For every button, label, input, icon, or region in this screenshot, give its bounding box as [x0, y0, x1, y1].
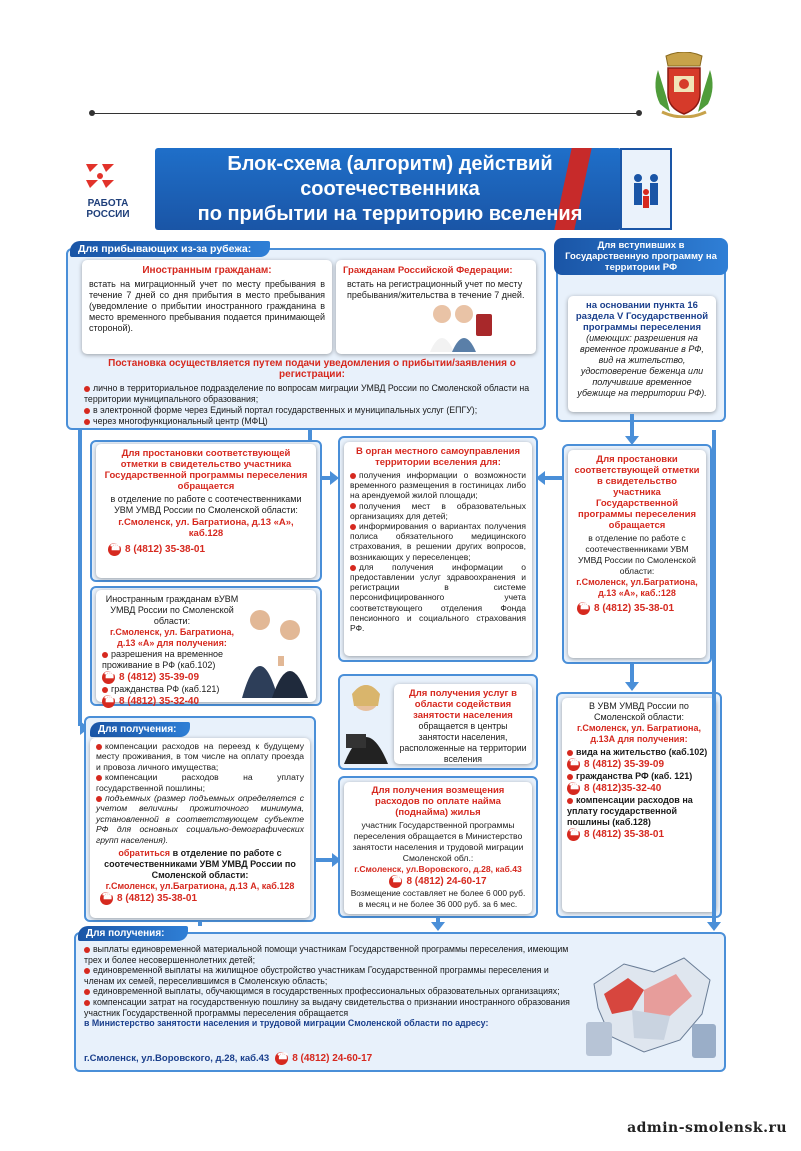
business-people-photo-icon	[238, 604, 314, 698]
bottom-phone: ☎ 8 (4812) 24-60-17	[275, 1052, 372, 1065]
foreign-citizens-text: встать на миграционный учет по месту пребывания в течение 7 дней со дня прибытия в место пребывания (уведомление о прибытии иностранного гражданина в место временного пребывания подается принимающей стороной).	[89, 279, 325, 333]
employment-title: Для получения услуг в области содействия занятости населения	[408, 688, 517, 721]
left-receive-item: компенсации расходов на уплату государственной пошлины;	[96, 772, 304, 793]
right-uvm-phone: ☎ 8 (4812)35-32-40	[567, 782, 711, 795]
local-gov-title: В орган местного самоуправления территории вселения для:	[355, 446, 521, 468]
foreign-citizens-card	[82, 260, 332, 354]
phone-icon	[275, 1052, 288, 1065]
phone-icon	[567, 782, 580, 795]
flow-arrow-head	[536, 471, 545, 485]
left-receive-phone: ☎ 8 (4812) 35-38-01	[100, 892, 304, 905]
russian-citizens-title: Гражданам Российской Федерации:	[343, 265, 513, 276]
right-mark-card	[568, 450, 706, 658]
left-uvm-phone: ☎ 8 (4812) 35-39-09	[102, 671, 310, 684]
right-uvm-phone: ☎ 8 (4812) 35-39-09	[567, 758, 711, 771]
employment-card	[394, 684, 532, 764]
left-uvm-address: г.Смоленск, ул. Багратиона, д.13 «А» для получения:	[110, 627, 234, 648]
program-basis-card	[568, 296, 716, 412]
left-mark-address: г.Смоленск, ул. Багратиона, д.13 «А», каб.128	[118, 517, 294, 539]
left-mark-title: Для простановки соответствующей отметки в свидетельство участника Государственной программы переселения обращается	[104, 448, 308, 492]
left-uvm-phone: ☎ 8 (4812) 35-32-40	[102, 695, 310, 708]
registration-item: через многофункциональный центр (МФЦ)	[84, 416, 540, 427]
right-uvm-item: вида на жительство (каб.102)	[567, 747, 711, 758]
page-title: Блок-схема (алгоритм) действий соотечественника по прибытии на территорию вселения	[197, 153, 583, 225]
housing-limit: Возмещение составляет не более 6 000 руб. в месяц и не более 36 000 руб. за 6 мес.	[350, 888, 526, 909]
rabota-rossii-logo: РАБОТА РОССИИ	[70, 150, 146, 230]
flow-arrow-head	[431, 922, 445, 931]
left-receive-address: г.Смоленск, ул.Багратиона, д.13 А, каб.128	[105, 881, 295, 892]
housing-text: участник Государственной программы переселения обращается в Министерство занятости населения и трудовой миграции Смоленской обл.:	[352, 820, 524, 863]
abroad-section-label: Для прибывающих из-за рубежа:	[70, 241, 270, 257]
line-dot	[636, 110, 642, 116]
right-mark-phone: ☎ 8 (4812) 35-38-01	[577, 602, 701, 615]
flow-arrow	[712, 430, 716, 924]
bottom-item: единовременной выплаты на жилищное обустройство участникам Государственной программы переселения и членам их семей, переселившимся в Смоленскую область;	[84, 965, 549, 986]
smolensk-region-map-icon	[584, 944, 720, 1064]
left-uvm-item: разрешения на временное проживание в РФ (каб.102)	[102, 649, 224, 670]
left-uvm-item: гражданства РФ (каб.121)	[102, 684, 310, 695]
housing-card	[344, 782, 532, 914]
program-section-label: Для вступивших в Государственную программу на территории РФ	[554, 238, 728, 275]
local-gov-item: получения мест в образовательных организациях для детей;	[350, 500, 526, 521]
left-mark-card	[96, 444, 316, 578]
russian-citizens-text: встать на регистрационный учет по месту пребывания/жительства в течение 7 дней.	[347, 279, 525, 300]
family-image	[620, 148, 672, 230]
right-mark-title: Для простановки соответствующей отметки в свидетельство участника Государственной программы переселения обращается	[574, 454, 700, 531]
phone-icon	[567, 828, 580, 841]
flow-arrow	[198, 922, 202, 926]
flow-arrow-head	[330, 471, 339, 485]
housing-title: Для получения возмещения расходов по оплате найма (поднайма) жилья	[371, 785, 505, 818]
foreign-citizens-title: Иностранным гражданам:	[142, 265, 272, 276]
housing-phone: ☎ 8 (4812) 24-60-17	[349, 875, 527, 888]
bottom-list	[84, 944, 580, 1029]
registration-title: Постановка осуществляется путем подачи уведомления о прибытии/заявления о регистрации:	[108, 358, 516, 380]
phone-icon	[577, 602, 590, 615]
right-uvm-phone: ☎ 8 (4812) 35-38-01	[567, 828, 711, 841]
right-uvm-card	[562, 698, 716, 912]
bottom-item: компенсации затрат на государственную пошлину за выдачу свидетельства о признании иностранного образования участник Государственной программы переселения обращается	[84, 996, 570, 1018]
bottom-contacts	[84, 1052, 484, 1065]
left-mark-text: в отделение по работе с соотечественниками УВМ УМВД России по Смоленской области:	[110, 494, 302, 515]
program-basis-bold: на основании пункта 16 раздела V Государственной программы переселения	[575, 300, 709, 333]
phone-icon	[102, 695, 115, 708]
flow-arrow	[630, 414, 634, 436]
flow-arrow-head	[625, 682, 639, 691]
flow-arrow	[542, 476, 562, 480]
bottom-section-label: Для получения:	[78, 926, 188, 941]
bottom-item: выплаты единовременной материальной помощи участникам Государственной программы переселения, имеющим трех и более несовершеннолетних детей;	[84, 944, 569, 965]
bottom-address: г.Смоленск, ул.Воровского, д.28, каб.43	[84, 1053, 270, 1064]
employment-text: обращается в центры занятости населения, расположенные на территории вселения	[399, 721, 527, 764]
left-uvm-intro: Иностранным гражданам вУВМ УМВД России по Смоленской области:	[105, 594, 239, 626]
program-basis-italic: (имеющих: разрешения на временное проживание в РФ, вид на жительство, удостоверение беженца или получившие временное убежище на территории РФ).	[577, 333, 707, 398]
flow-arrow-head	[707, 922, 721, 931]
right-mark-address: г.Смоленск, ул.Багратиона, д.13 «А», каб.:128	[576, 577, 698, 598]
header-divider	[92, 113, 637, 114]
family-icon	[628, 170, 666, 214]
left-receive-item: компенсации расходов на переезд к будущему месту проживания, в том числе на оплату проезда и провоза личного имущества;	[96, 741, 304, 772]
right-uvm-intro: В УВМ УМВД России по Смоленской области:	[589, 701, 689, 722]
couple-photo-icon	[420, 300, 500, 352]
bottom-ministry: в Министерство занятости населения и трудовой миграции Смоленской области по адресу:	[84, 1018, 489, 1029]
phone-icon	[102, 671, 115, 684]
registration-item: в электронной форме через Единый портал государственных и муниципальных услуг (ЕПГУ);	[84, 405, 540, 416]
left-receive-apply: обратиться в отделение по работе с соотечественниками УВМ УМВД России по Смоленской области:	[104, 848, 296, 881]
right-uvm-item: компенсации расходов на уплату государственной пошлины (каб.128)	[567, 795, 693, 827]
site-footer: admin-smolensk.ru	[627, 1120, 787, 1136]
phone-icon	[389, 875, 402, 888]
left-receive-label: Для получения:	[90, 722, 190, 737]
local-gov-card	[344, 442, 532, 656]
flow-arrow	[78, 430, 82, 726]
woman-photo-icon	[338, 676, 394, 764]
left-mark-phone: ☎ 8 (4812) 35-38-01	[108, 543, 310, 556]
registration-block	[84, 358, 540, 427]
left-receive-item: подъемных (размер подъемных определяется с учетом величины прожиточного минимума, установленной в соответствующем субъекте РФ для основных социально-демографических групп населения).	[96, 793, 304, 845]
local-gov-item: получения информации о возможности временного размещения в гостиницах либо на арендуемой жилой площади;	[350, 470, 526, 501]
right-uvm-item: гражданства РФ (каб. 121)	[567, 771, 711, 782]
phone-icon	[567, 758, 580, 771]
phone-icon	[100, 892, 113, 905]
bottom-item: единовременной выплаты, обучающимся в государственных профессиональных образовательных организациях;	[84, 986, 580, 997]
left-receive-card	[90, 738, 310, 918]
housing-address: г.Смоленск, ул.Воровского, д.28, каб.43	[354, 864, 522, 874]
phone-icon	[108, 543, 121, 556]
right-uvm-address: г.Смоленск, ул. Багратиона, д.13А для получения:	[577, 723, 701, 744]
local-gov-item: для получения информации о предоставлении услуг здравоохранения и регистрации в системе персонифицированного учета соответствующего отделения Фонда пенсионного и социального страхования РФ.	[350, 561, 526, 634]
flow-arrow	[630, 664, 634, 682]
coat-of-arms-icon	[652, 52, 716, 118]
local-gov-item: информирования о вариантах получения полиса обязательного медицинского страхования, в решении других вопросов, возникающих у переселенцев;	[350, 521, 526, 562]
logo-mark-icon	[80, 156, 120, 196]
right-mark-text: в отделение по работе с соотечественниками УВМ УМВД России по Смоленской области:	[578, 533, 696, 576]
registration-item: лично в территориальное подразделение по вопросам миграции УМВД России по Смоленской области на территории муниципального образования;	[84, 383, 530, 404]
